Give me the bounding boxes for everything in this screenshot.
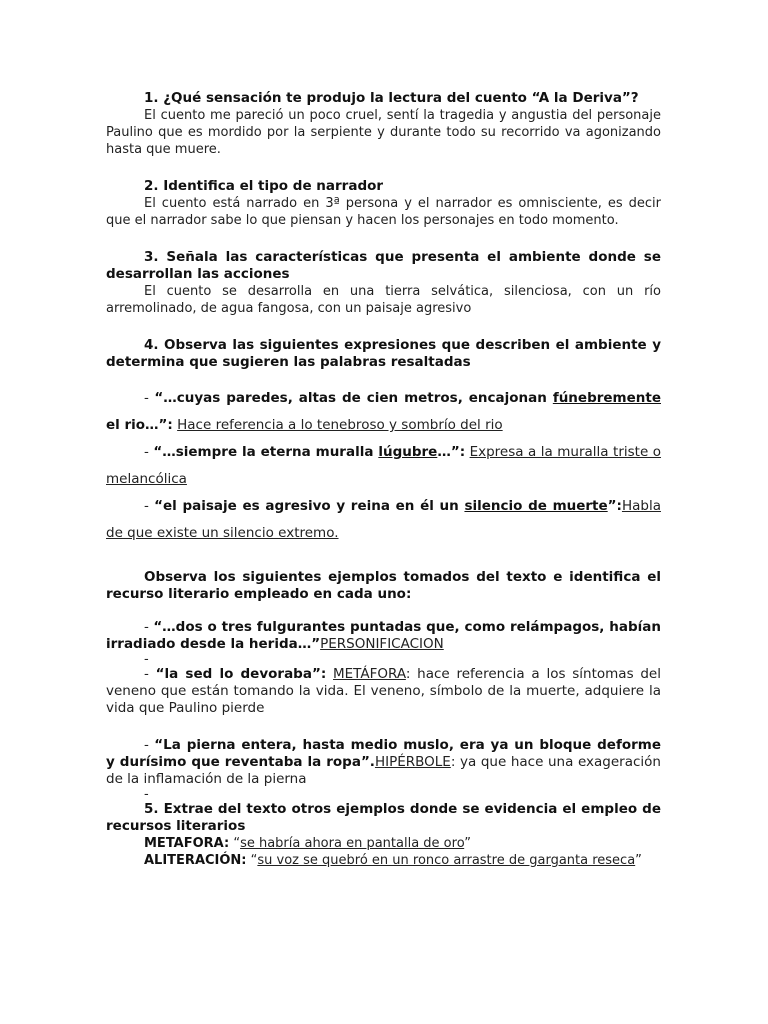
highlighted-word: silencio de muerte [464,498,608,514]
literary-example: METAFORA: “se habría ahora en pantalla de oro” [144,836,471,851]
question-2-answer: El cuento está narrado en 3ª persona y el narrador es omnisciente, es decir que el narrador sabe lo que piensan y hacen los personajes en todo momento. [106,196,661,228]
resource-explanation: : ya que hace una exageración de la inflamación de la pierna [106,754,661,787]
resources-title: Observa los siguientes ejemplos tomados del texto e identifica el recurso literario empleado en cada uno: [106,569,661,602]
literary-label: ALITERACIÓN: [144,853,247,868]
resource-explanation: : hace referencia a los síntomas del veneno que están tomando la vida. El veneno, símbolo de la muerte, adquiere la vida que Paulino pierde [106,666,661,716]
literary-label: METAFORA: [144,836,230,851]
expression-item: - “…siempre la eterna muralla lúgubre…”: Expresa a la muralla triste o melancólica [106,444,662,487]
expression-item: - “el paisaje es agresivo y reina en él un silencio de muerte”:Habla de que existe un silencio extremo. [106,498,661,541]
question-1-answer: El cuento me pareció un poco cruel, sentí la tragedia y angustia del personaje Paulino que es mordido por la serpiente y durante todo su recorrido va agonizando hasta que muere. [106,108,661,157]
literary-example-text: su voz se quebró en un ronco arrastre de garganta reseca [257,853,636,868]
resource-quote: “la sed lo devoraba”: [155,666,327,682]
expression-answer: Expresa a la muralla triste o melancólica [106,444,662,487]
resource-item: - “La pierna entera, hasta medio muslo, era ya un bloque deforme y durísimo que reventaba la ropa”.HIPÉRBOLE: ya que hace una exageración de la inflamación de la pierna [106,737,661,787]
expression-answer: Hace referencia a lo tenebroso y sombrío del rio [177,417,503,433]
resource-quote: “…dos o tres fulgurantes puntadas que, como relámpagos, habían irradiado desde la herida…” [106,619,662,652]
question-3-title: 3. Señala las características que presenta el ambiente donde se desarrollan las acciones [106,249,661,282]
resource-quote: “La pierna entera, hasta medio muslo, era ya un bloque deforme y durísimo que reventaba la ropa”. [106,737,661,770]
highlighted-word: lúgubre [378,444,438,460]
literary-example: ALITERACIÓN: “su voz se quebró en un ronco arrastre de garganta reseca” [144,853,642,868]
expression-quote: “el paisaje es agresivo y reina en él un [154,498,465,514]
separator-dash: - [144,652,149,667]
literary-example-text: se habría ahora en pantalla de oro [240,836,465,851]
question-4-title: 4. Observa las siguientes expresiones que describen el ambiente y determina que sugieren las palabras resaltadas [106,337,661,370]
expression-quote: “…cuyas paredes, altas de cien metros, encajonan [154,390,553,406]
highlighted-word: fúnebremente [552,390,661,406]
document-page [106,90,661,869]
question-2-title: 2. Identifica el tipo de narrador [144,178,384,194]
resource-item: - “la sed lo devoraba”: METÁFORA: hace referencia a los síntomas del veneno que están tomando la vida. El veneno, símbolo de la muerte, adquiere la vida que Paulino pierde [106,666,661,716]
question-5-title: 5. Extrae del texto otros ejemplos donde se evidencia el empleo de recursos literarios [106,801,661,834]
resource-item: - “…dos o tres fulgurantes puntadas que, como relámpagos, habían irradiado desde la herida…”PERSONIFICACION [106,619,662,652]
resource-name: HIPÉRBOLE [374,754,451,770]
resource-name: METÁFORA [333,666,406,682]
expression-quote: “…siempre la eterna muralla [153,444,379,460]
expression-quote-end: …”: [437,444,466,460]
separator-dash: - [144,787,149,802]
question-3-answer: El cuento se desarrolla en una tierra selvática, silenciosa, con un río arremolinado, de agua fangosa, con un paisaje agresivo [106,284,661,316]
expression-quote-end: el rio…”: [106,417,173,433]
resource-name: PERSONIFICACION [320,636,444,652]
expression-quote-end: ”: [607,498,622,514]
expression-answer: Habla de que existe un silencio extremo. [106,498,661,541]
question-1-title: 1. ¿Qué sensación te produjo la lectura del cuento “A la Deriva”? [144,90,639,106]
expression-item: - “…cuyas paredes, altas de cien metros, encajonan fúnebremente el rio…”: Hace referencia a lo tenebroso y sombrío del rio [106,390,661,433]
